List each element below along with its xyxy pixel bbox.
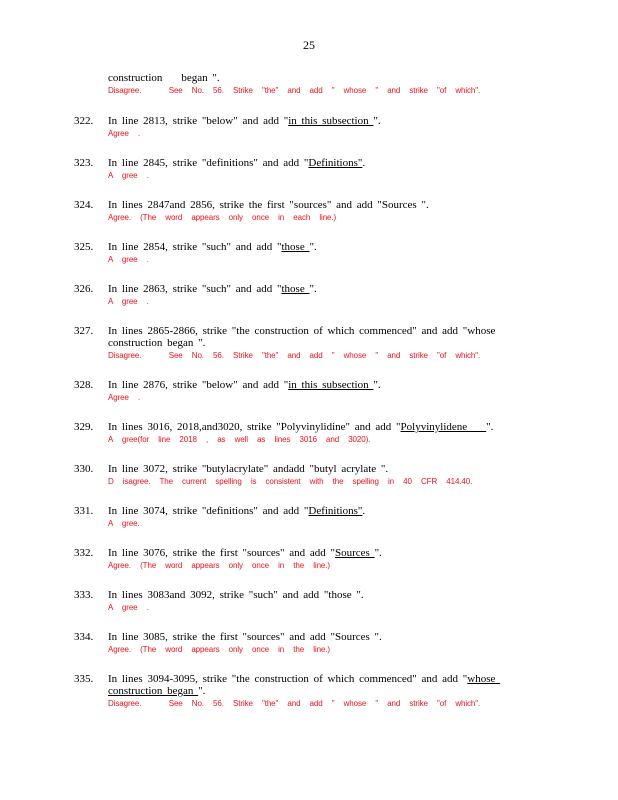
comment-response: Disagree. See No. 56. Strike "the" and add " whose " and strike "of which". <box>108 351 481 360</box>
comment-number: 329. <box>74 421 94 433</box>
comment-response: Agree. (The word appears only once in the line.) <box>108 645 330 654</box>
comment-number: 326. <box>74 283 94 295</box>
instruction-text: In lines 3016, 2018,and3020, strike "Polyvinylidine" and add " <box>108 421 401 433</box>
comment-number: 334. <box>74 631 94 643</box>
instruction-tail: . <box>362 505 366 517</box>
comment-response: A gree . <box>108 171 149 180</box>
instruction-tail: . <box>362 157 366 169</box>
comment-instruction: construction began ". <box>108 72 220 84</box>
inserted-text: those <box>281 283 310 295</box>
inserted-text: in this subsection <box>288 115 374 127</box>
comment-instruction <box>108 463 520 475</box>
comment-items <box>0 115 618 709</box>
instruction-text: In line 3074, strike "definitions" and add " <box>108 505 309 517</box>
comment-number: 322. <box>74 115 94 127</box>
instruction-tail: ". <box>374 547 382 559</box>
instruction-text: In line 2863, strike "such" and add " <box>108 283 282 295</box>
comment-item <box>0 115 618 139</box>
comment-body <box>108 283 520 307</box>
comment-item <box>0 199 618 223</box>
comment-instruction <box>108 241 520 253</box>
comment-body <box>108 505 520 529</box>
comment-response: D isagree. The current spelling is consistent with the spelling in 40 CFR 414.40. <box>108 477 473 486</box>
comment-body <box>108 547 520 571</box>
comment-instruction <box>108 589 520 601</box>
instruction-tail: ". <box>309 241 317 253</box>
comment-instruction <box>108 421 520 433</box>
comment-response: A gree(for line 2018 , as well as lines 3016 and 3020). <box>108 435 371 444</box>
comment-instruction <box>108 379 520 391</box>
comment-item <box>0 589 618 613</box>
comment-response: Agree . <box>108 129 141 138</box>
comment-response: A gree . <box>108 255 149 264</box>
instruction-tail: ". <box>373 115 381 127</box>
comment-item <box>0 283 618 307</box>
comment-number: 328. <box>74 379 94 391</box>
comment-item <box>0 325 618 361</box>
comment-number: 323. <box>74 157 94 169</box>
inserted-text: Definitions" <box>308 157 363 169</box>
comment-response: A gree . <box>108 297 149 306</box>
inserted-text: Sources <box>334 547 375 559</box>
comment-response: Agree. (The word appears only once in each line.) <box>108 213 337 222</box>
comment-number: 331. <box>74 505 94 517</box>
comment-instruction <box>108 631 520 643</box>
comment-instruction <box>108 157 520 169</box>
comment-item <box>0 379 618 403</box>
instruction-text: In lines 2865-2866, strike "the construction of which commenced" and add "whose construction began ". <box>108 325 501 349</box>
instruction-text: In line 3076, strike the first "sources" and add " <box>108 547 335 559</box>
comment-item <box>0 421 618 445</box>
instruction-text: In lines 3083and 3092, strike "such" and add "those ". <box>108 589 364 601</box>
page-number: 25 <box>303 38 315 52</box>
comment-item <box>0 463 618 487</box>
comment-number: 330. <box>74 463 94 475</box>
comment-response: Disagree. See No. 56. Strike "the" and add " whose " and strike "of which". <box>108 86 481 95</box>
comment-list <box>0 72 618 727</box>
comment-instruction <box>108 115 520 127</box>
comment-response: A gree . <box>108 603 149 612</box>
comment-body <box>108 631 520 655</box>
comment-item <box>0 673 618 709</box>
comment-number: 335. <box>74 673 94 685</box>
inserted-text: Polyvinylidene <box>400 421 487 433</box>
comment-item <box>0 547 618 571</box>
comment-number: 325. <box>74 241 94 253</box>
instruction-text: In lines 2847and 2856, strike the first "sources" and add "Sources ". <box>108 199 429 211</box>
comment-body <box>108 325 520 361</box>
instruction-text: In line 2845, strike "definitions" and add " <box>108 157 309 169</box>
comment-item <box>0 241 618 265</box>
instruction-text: In lines 3094-3095, strike "the construction of which commenced" and add " <box>108 673 468 685</box>
instruction-text: In line 3085, strike the first "sources" and add "Sources ". <box>108 631 382 643</box>
comment-body <box>108 463 520 487</box>
comment-instruction <box>108 505 520 517</box>
comment-instruction <box>108 547 520 559</box>
instruction-tail: ". <box>309 283 317 295</box>
inserted-text: those <box>281 241 310 253</box>
comment-response: Agree . <box>108 393 141 402</box>
instruction-tail: ". <box>373 379 381 391</box>
comment-number: 333. <box>74 589 94 601</box>
comment-body <box>108 379 520 403</box>
inserted-text: Definitions" <box>308 505 363 517</box>
comment-item <box>0 505 618 529</box>
comment-instruction <box>108 283 520 295</box>
inserted-text: in this subsection <box>288 379 374 391</box>
comment-instruction <box>108 673 520 697</box>
continued-comment <box>108 72 618 96</box>
comment-number: 332. <box>74 547 94 559</box>
instruction-text: In line 2813, strike "below" and add " <box>108 115 289 127</box>
instruction-tail: ". <box>486 421 494 433</box>
comment-body <box>108 673 520 709</box>
comment-body <box>108 115 520 139</box>
inserted-text: whose construction began <box>108 673 501 697</box>
instruction-text: In line 3072, strike "butylacrylate" andadd "butyl acrylate ". <box>108 463 389 475</box>
comment-body <box>108 241 520 265</box>
comment-response: A gree. <box>108 519 140 528</box>
comment-response: Agree. (The word appears only once in the line.) <box>108 561 330 570</box>
comment-instruction <box>108 199 520 211</box>
comment-body <box>108 157 520 181</box>
comment-body <box>108 199 520 223</box>
comment-item <box>0 631 618 655</box>
comment-number: 324. <box>74 199 94 211</box>
comment-body <box>108 421 520 445</box>
instruction-text: In line 2876, strike "below" and add " <box>108 379 289 391</box>
instruction-text: In line 2854, strike "such" and add " <box>108 241 282 253</box>
instruction-tail: ". <box>198 685 206 697</box>
comment-instruction <box>108 325 520 349</box>
comment-number: 327. <box>74 325 94 337</box>
comment-response: Disagree. See No. 56. Strike "the" and add " whose " and strike "of which". <box>108 699 481 708</box>
comment-item <box>0 157 618 181</box>
comment-body <box>108 589 520 613</box>
